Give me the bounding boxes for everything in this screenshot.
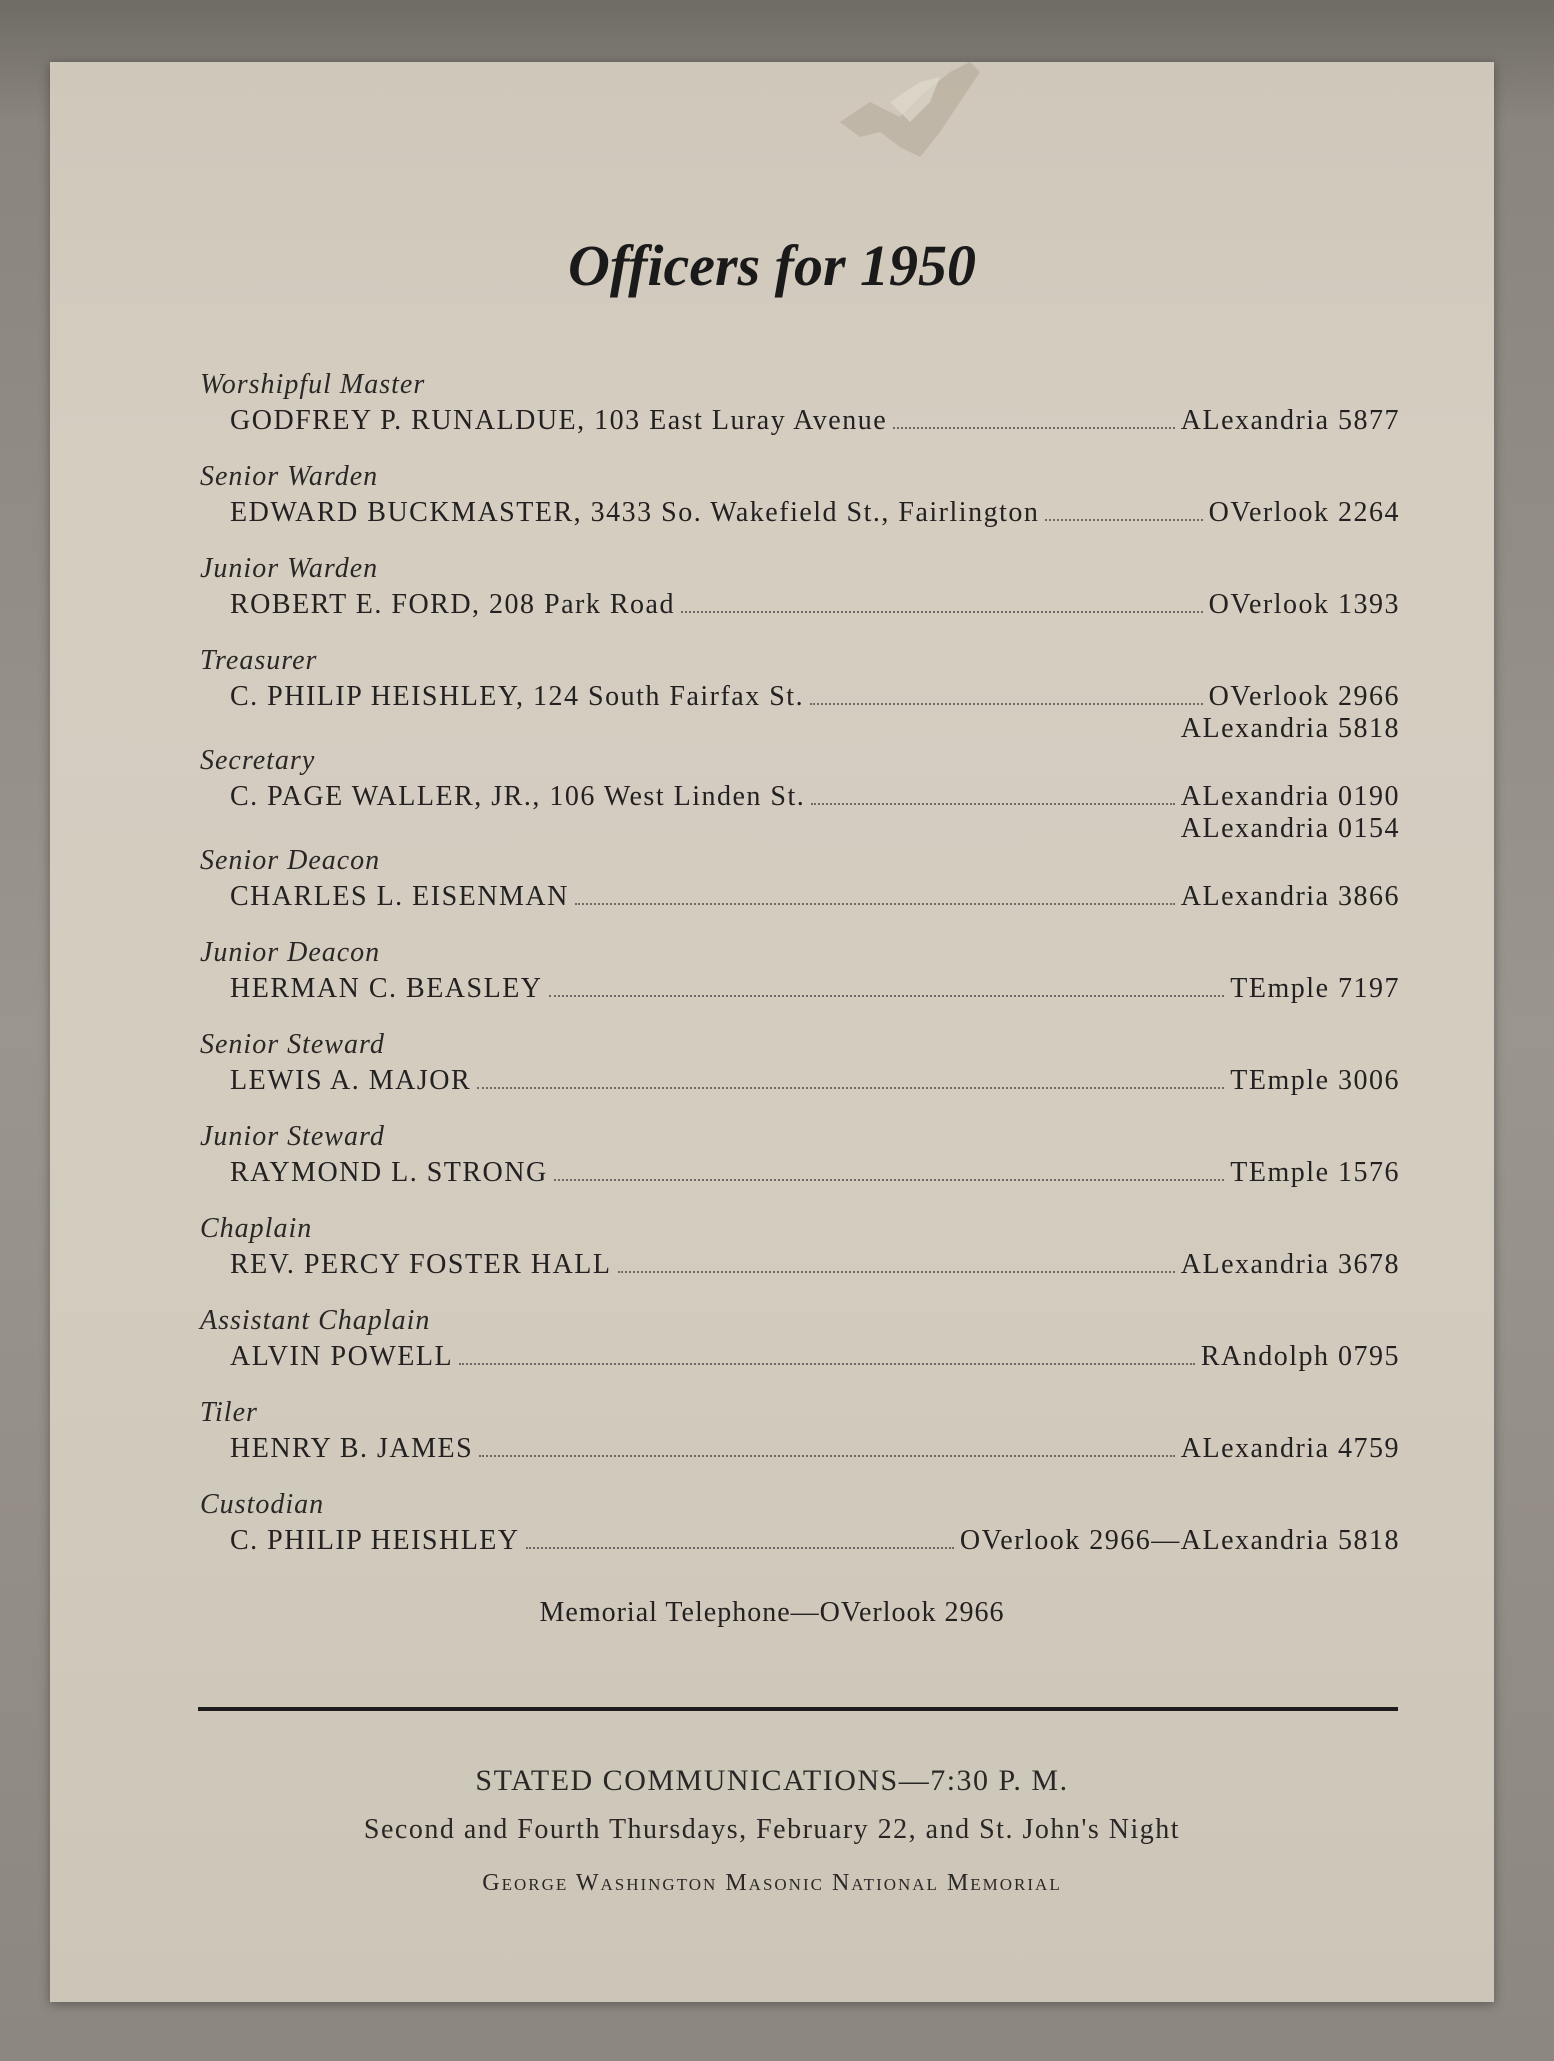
- officer-name: ROBERT E. FORD, 208 Park Road: [230, 589, 675, 620]
- leader-dots: [1045, 518, 1202, 521]
- role-label: Senior Steward: [200, 1029, 385, 1060]
- leader-dots: [477, 1086, 1224, 1089]
- leader-dots: [681, 610, 1203, 613]
- role-label: Junior Warden: [200, 553, 379, 584]
- officer-phone: ALexandria 3678: [1180, 1249, 1400, 1280]
- officer-phone-alt: ALexandria 0154: [1180, 813, 1400, 844]
- officer-name: ALVIN POWELL: [230, 1341, 454, 1372]
- leader-dots: [810, 702, 1203, 705]
- leader-dots: [811, 802, 1175, 805]
- officer-phone: OVerlook 2966—ALexandria 5818: [959, 1525, 1400, 1556]
- role-label: Junior Steward: [200, 1121, 385, 1152]
- office-custodian: [200, 1487, 1400, 1579]
- role-label: Junior Deacon: [200, 937, 381, 968]
- role-label: Chaplain: [200, 1213, 313, 1244]
- officer-phone: TEmple 1576: [1230, 1157, 1400, 1188]
- role-label: Senior Deacon: [200, 845, 381, 876]
- leader-dots: [526, 1546, 954, 1549]
- role-label: Worshipful Master: [200, 369, 426, 400]
- officer-phone: OVerlook 1393: [1208, 589, 1400, 620]
- leader-dots: [459, 1362, 1195, 1365]
- officers-list: [200, 367, 1400, 1579]
- officer-name: HERMAN C. BEASLEY: [230, 973, 543, 1004]
- officer-name: RAYMOND L. STRONG: [230, 1157, 548, 1188]
- officer-name: LEWIS A. MAJOR: [230, 1065, 472, 1096]
- officer-name: EDWARD BUCKMASTER, 3433 So. Wakefield St., Fairlington: [230, 497, 1040, 528]
- officer-name: CHARLES L. EISENMAN: [230, 881, 569, 912]
- officer-phone: TEmple 7197: [1230, 973, 1400, 1004]
- officer-name: C. PHILIP HEISHLEY: [230, 1525, 520, 1556]
- leader-dots: [893, 426, 1175, 429]
- leader-dots: [554, 1178, 1225, 1181]
- officer-phone-alt: ALexandria 5818: [1180, 713, 1400, 744]
- officer-name: C. PHILIP HEISHLEY, 124 South Fairfax St.: [230, 681, 805, 712]
- office-senior-deacon: [200, 843, 1400, 935]
- venue-name: George Washington Masonic National Memorial: [482, 1870, 1062, 1896]
- office-secretary: [200, 743, 1400, 843]
- role-label: Assistant Chaplain: [200, 1305, 431, 1336]
- officer-name: HENRY B. JAMES: [230, 1433, 474, 1464]
- role-label: Custodian: [200, 1489, 325, 1520]
- officer-phone: ALexandria 5877: [1180, 405, 1400, 436]
- officer-phone: OVerlook 2264: [1208, 497, 1400, 528]
- office-junior-warden: [200, 551, 1400, 643]
- office-senior-warden: [200, 459, 1400, 551]
- divider-rule: [198, 1707, 1398, 1711]
- office-junior-deacon: [200, 935, 1400, 1027]
- officer-name: REV. PERCY FOSTER HALL: [230, 1249, 612, 1280]
- office-tiler: [200, 1395, 1400, 1487]
- role-label: Treasurer: [200, 645, 318, 676]
- meeting-schedule: Second and Fourth Thursdays, February 22, and St. John's Night: [363, 1814, 1181, 1845]
- office-treasurer: [200, 643, 1400, 743]
- leader-dots: [575, 902, 1175, 905]
- memorial-telephone: Memorial Telephone—OVerlook 2966: [539, 1597, 1005, 1628]
- role-label: Tiler: [200, 1397, 258, 1428]
- office-senior-steward: [200, 1027, 1400, 1119]
- office-junior-steward: [200, 1119, 1400, 1211]
- officer-phone: ALexandria 4759: [1180, 1433, 1400, 1464]
- officer-name: GODFREY P. RUNALDUE, 103 East Luray Avenue: [230, 405, 888, 436]
- office-assistant-chaplain: [200, 1303, 1400, 1395]
- office-worshipful-master: [200, 367, 1400, 459]
- office-chaplain: [200, 1211, 1400, 1303]
- torn-corner-mark: [830, 62, 1030, 172]
- role-label: Senior Warden: [200, 461, 379, 492]
- page-title: Officers for 1950: [567, 233, 977, 298]
- officer-phone: ALexandria 3866: [1180, 881, 1400, 912]
- officer-phone: RAndolph 0795: [1200, 1341, 1400, 1372]
- leader-dots: [618, 1270, 1175, 1273]
- stated-communications: STATED COMMUNICATIONS—7:30 P. M.: [475, 1764, 1069, 1797]
- officer-phone: OVerlook 2966: [1208, 681, 1400, 712]
- role-label: Secretary: [200, 745, 316, 776]
- document-card: [50, 62, 1494, 2002]
- officer-phone: ALexandria 0190: [1180, 781, 1400, 812]
- officer-phone: TEmple 3006: [1230, 1065, 1400, 1096]
- leader-dots: [479, 1454, 1175, 1457]
- leader-dots: [549, 994, 1225, 997]
- officer-name: C. PAGE WALLER, JR., 106 West Linden St.: [230, 781, 806, 812]
